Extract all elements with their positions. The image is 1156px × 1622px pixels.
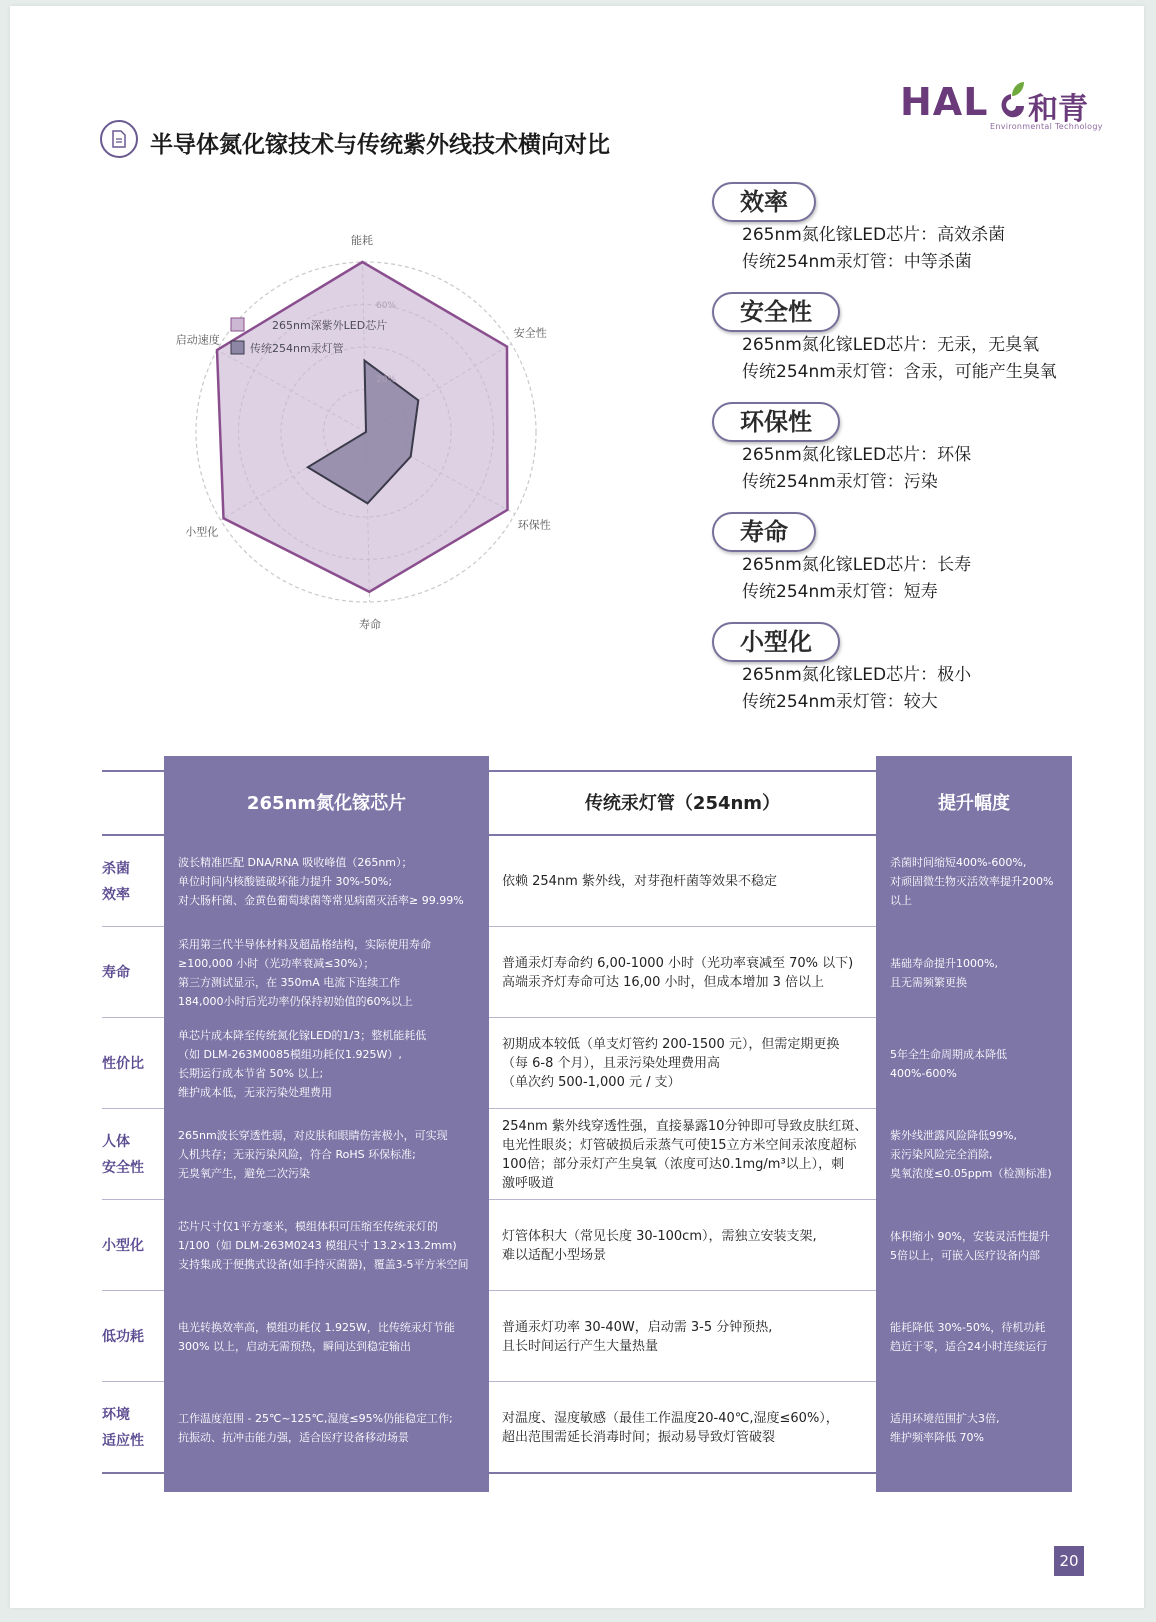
comparison-table [102,756,1072,1492]
chip-cell [178,1126,483,1183]
chip-cell-line: 无臭氧产生，避免二次污染 [178,1167,310,1180]
row-divider [102,1290,1072,1291]
lamp-cell-line: （每 6-8 个月），且汞污染处理费用高 [502,1056,720,1071]
row-label [102,1233,162,1259]
comparison-block [712,292,1092,386]
comparison-lamp: 传统254nm汞灯管：短寿 [742,582,938,602]
comparison-pill: 安全性 [712,292,840,332]
ring-label-inner: 20% [376,375,397,385]
radar-chart [130,234,630,642]
comparison-led: 265nm氮化镓LED芯片：极小 [742,665,972,685]
row-label-line: 适应性 [102,1432,144,1449]
row-label-line: 低功耗 [102,1328,144,1345]
gain-cell-line: 基础寿命提升1000%, [890,956,998,970]
row-divider [102,1199,1072,1200]
row-divider [102,1472,1072,1474]
lamp-cell-line: 对温度、湿度敏感（最佳工作温度20-40℃,湿度≤60%）， [502,1410,839,1426]
gain-cell [890,1318,1070,1356]
comparison-block [712,402,1092,496]
gain-cell-line: 汞污染风险完全消除, [890,1148,993,1161]
row-label [102,856,162,908]
leaf-logo-icon [996,80,1026,122]
row-label-line: 小型化 [102,1237,144,1254]
comparison-led: 265nm氮化镓LED芯片：长寿 [742,555,972,575]
gain-cell-line: 且无需频繁更换 [890,975,967,989]
lamp-cell-line: 依赖 254nm 紫外线，对芽孢杆菌等效果不稳定 [502,874,777,889]
chip-cell [178,1409,483,1447]
lamp-cell [502,1318,872,1356]
lamp-cell [502,1409,872,1447]
comparison-led: 265nm氮化镓LED芯片：高效杀菌 [742,225,1006,245]
header-lamp: 传统汞灯管（254nm） [584,793,781,814]
chip-cell [178,853,483,910]
gain-cell-line: 400%-600% [890,1066,957,1080]
chip-cell-line: 抗振动、抗冲击能力强，适合医疗设备移动场景 [178,1430,409,1444]
chip-cell-line: 单芯片成本降至传统氮化镓LED的1/3；整机能耗低 [178,1028,427,1042]
lamp-cell-line: 254nm 紫外线穿透性强，直接暴露10分钟即可导致皮肤红斑、 [502,1118,868,1134]
comparison-lamp: 传统254nm汞灯管：含汞，可能产生臭氧 [742,362,1057,382]
comparison-lamp: 传统254nm汞灯管：污染 [742,472,938,492]
chip-cell-line: 单位时间内核酸链破坏能力提升 30%-50%; [178,875,393,888]
row-label-line: 效率 [102,886,130,903]
logo-wordmark: HAL [900,80,989,124]
chip-cell-line: 维护成本低，无汞污染处理费用 [178,1085,332,1099]
lamp-cell-line: 难以适配小型场景 [502,1247,607,1263]
row-label [102,1324,162,1350]
gain-cell-line: 臭氧浓度≤0.05ppm（检测标准) [890,1167,1052,1180]
chip-cell-line: 长期运行成本节省 50% 以上; [178,1066,324,1080]
table-top-rule [102,770,1072,772]
lamp-cell-line: 超出范围需延长消毒时间；振动易导致灯管破裂 [502,1429,776,1445]
legend-swatch-led [231,318,244,331]
axis-label: 小型化 [185,525,219,539]
chip-cell-line: 工作温度范围 - 25℃~125℃,湿度≤95%仍能稳定工作; [178,1411,453,1425]
comparison-led: 265nm氮化镓LED芯片：无汞，无臭氧 [742,335,1040,355]
lamp-cell-line: 激呼吸道 [502,1175,555,1191]
chip-cell-line: 波长精准匹配 DNA/RNA 吸收峰值（265nm）； [178,856,413,869]
axis-label: 环保性 [517,518,551,532]
row-label-line: 杀菌 [102,860,130,877]
gain-cell-line: 5倍以上，可嵌入医疗设备内部 [890,1248,1040,1262]
row-label [102,1402,162,1454]
comparison-led: 265nm氮化镓LED芯片：环保 [742,445,972,465]
chip-cell-line: 支持集成于便携式设备(如手持灭菌器)，覆盖3-5平方米空间 [178,1258,469,1271]
document-icon [100,120,138,158]
header-gain: 提升幅度 [938,793,1010,814]
gain-cell [890,1409,1070,1447]
row-label-line: 性价比 [102,1055,144,1072]
chip-cell-line: 第三方测试显示，在 350mA 电流下连续工作 [178,975,401,989]
axis-label: 能耗 [350,234,373,248]
chip-cell-line: 电光转换效率高，模组功耗仅 1.925W，比传统汞灯节能 [178,1320,455,1334]
lamp-cell-line: 电光性眼炎；灯管破损后汞蒸气可使15立方米空间汞浓度超标 [502,1137,857,1153]
gain-cell-line: 对顽固微生物灭活效率提升200% [890,875,1054,888]
gain-cell-line: 5年全生命周期成本降低 [890,1047,1007,1061]
lamp-cell [502,954,872,992]
lamp-cell-line: 普通汞灯寿命约 6,00-1000 小时（光功率衰减至 70% 以下) [502,955,854,971]
gain-cell-line: 杀菌时间缩短400%-600%, [890,856,1027,869]
chip-cell-line: （如 DLM-263M0085模组功耗仅1.925W）, [178,1047,402,1061]
chip-cell-line: 芯片尺寸仅1平方毫米，模组体积可压缩至传统汞灯的 [178,1220,438,1233]
gain-cell-line: 能耗降低 30%-50%，待机功耗 [890,1320,1046,1334]
axis-label: 寿命 [359,617,382,631]
axis-label: 安全性 [513,326,547,340]
chip-cell-line: 对大肠杆菌、金黄色葡萄球菌等常见病菌灭活率≥ 99.99% [178,894,464,907]
gain-cell [890,954,1070,992]
comparison-pill: 小型化 [712,622,840,662]
row-label-line: 人体 [102,1133,130,1150]
comparison-pill: 效率 [712,182,816,222]
brand-logo [900,80,1103,136]
chip-cell-line: 184,000小时后光功率仍保持初始值的60%以上 [178,994,413,1008]
chip-cell [178,1217,483,1274]
chip-cell-line: ≥100,000 小时（光功率衰减≤30%）； [178,956,375,970]
gain-cell-line: 适用环境范围扩大3倍, [890,1411,1000,1425]
row-label-line: 安全性 [102,1159,144,1176]
comparison-pill: 环保性 [712,402,840,442]
document-page [10,6,1144,1608]
comparison-lamp: 传统254nm汞灯管：中等杀菌 [742,252,972,272]
chip-cell [178,1026,483,1102]
comparison-block [712,512,1092,606]
axis-label: 启动速度 [175,333,220,347]
logo-chinese: 和青 [1028,92,1088,127]
page-number: 20 [1054,1546,1084,1576]
row-divider [102,1017,1072,1018]
gain-cell [890,1045,1070,1083]
gain-cell-line: 维护频率降低 70% [890,1430,984,1444]
row-label [102,1129,162,1181]
lamp-cell-line: 100倍；部分汞灯产生臭氧（浓度可达0.1mg/m³以上），刺 [502,1156,845,1172]
lamp-cell [502,872,872,891]
gain-cell-line: 体积缩小 90%，安装灵活性提升 [890,1229,1050,1243]
row-label-line: 环境 [102,1406,130,1423]
row-divider [102,1108,1072,1109]
chip-cell-line: 300% 以上，启动无需预热，瞬间达到稳定输出 [178,1339,411,1353]
row-label-line: 寿命 [102,964,130,981]
gain-cell [890,1227,1070,1265]
row-label [102,1051,162,1077]
comparison-lamp: 传统254nm汞灯管：较大 [742,692,938,712]
chip-cell [178,1318,483,1356]
legend-label-led: 265nm深紫外LED芯片 [272,319,388,332]
lamp-cell-line: （单次约 500-1,000 元 / 支） [502,1075,681,1090]
chip-cell-line: 265nm波长穿透性弱，对皮肤和眼睛伤害极小，可实现 [178,1129,448,1142]
legend-label-lamp: 传统254nm汞灯管 [250,342,344,355]
row-label [102,960,162,986]
chip-cell-line: 1/100（如 DLM-263M0243 模组尺寸 13.2×13.2mm) [178,1239,457,1252]
header-bottom-rule [102,834,1072,836]
gain-cell [890,853,1070,910]
gain-cell-line: 趋近于零，适合24小时连续运行 [890,1339,1047,1353]
lamp-cell [502,1035,872,1092]
row-divider [102,1381,1072,1382]
lamp-cell-line: 高端汞齐灯寿命可达 16,00 小时，但成本增加 3 倍以上 [502,974,825,990]
lamp-cell-line: 且长时间运行产生大量热量 [502,1338,659,1354]
comparison-block [712,182,1092,276]
lamp-cell-line: 灯管体积大（常见长度 30-100cm），需独立安装支架, [502,1228,817,1244]
gain-cell [890,1126,1070,1183]
lamp-cell [502,1117,872,1193]
lamp-cell-line: 普通汞灯功率 30-40W，启动需 3-5 分钟预热, [502,1319,773,1335]
row-divider [102,926,1072,927]
chip-cell-line: 人机共存；无汞污染风险，符合 RoHS 环保标准; [178,1148,416,1161]
page-title: 半导体氮化镓技术与传统紫外线技术横向对比 [150,132,610,158]
legend-swatch-lamp [231,341,244,354]
header-chip: 265nm氮化镓芯片 [246,793,407,814]
ring-label-outer: 60% [376,301,397,311]
logo-subtitle: Environmental Technology [990,122,1103,131]
comparison-block [712,622,1092,716]
gain-cell-line: 以上 [890,894,912,907]
chip-cell [178,935,483,1011]
lamp-cell [502,1227,872,1265]
gain-cell-line: 紫外线泄露风险降低99%, [890,1129,1017,1142]
chip-cell-line: 采用第三代半导体材料及超晶格结构，实际使用寿命 [178,937,431,951]
comparison-pill: 寿命 [712,512,816,552]
led-series-area [217,262,508,592]
lamp-cell-line: 初期成本较低（单支灯管约 200-1500 元），但需定期更换 [502,1037,840,1052]
